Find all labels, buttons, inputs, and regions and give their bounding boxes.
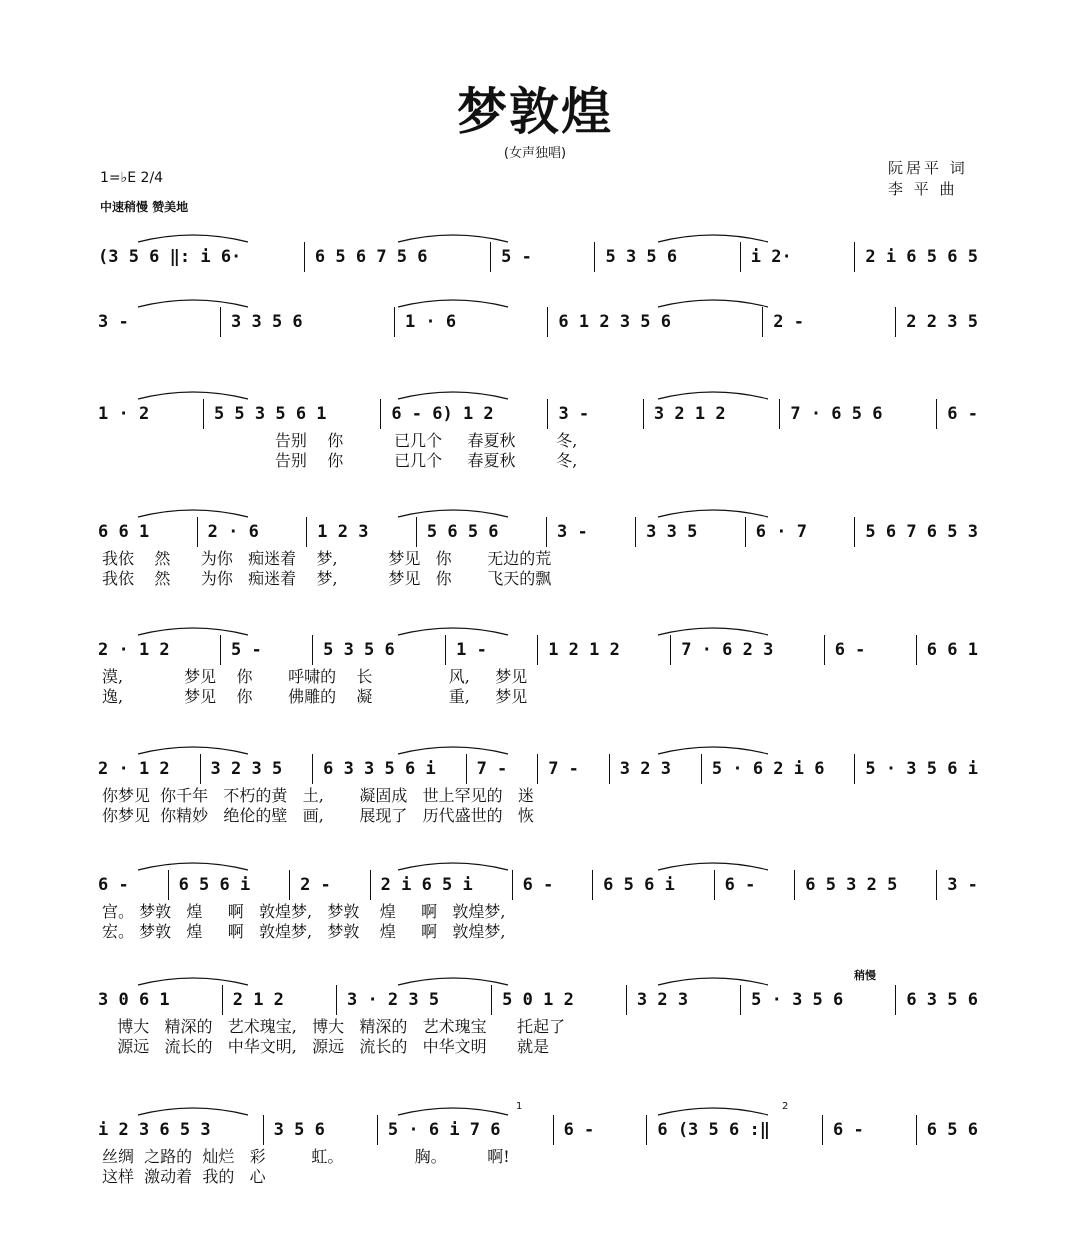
measure: 5 0 1 2 [481,985,574,1015]
measure: 5 3 5 6 [584,242,677,272]
measure: 3 - [537,399,589,429]
measure: 5 6 5 6 [406,517,499,547]
notation-line [98,305,978,339]
measure: 1 - [435,635,487,665]
score-system [98,240,978,274]
measure: i 2 3 6 5 3 [98,1120,211,1140]
lyric-line-v2: 你梦见 你精妙 绝伦的壁 画, 展现了 历代盛世的 恢 [102,806,534,825]
measure: 2 i 6 5 6 5 [844,242,978,272]
measure: 7 · 6 5 6 [769,399,882,429]
measure: 2 i 6 5 i [360,870,473,900]
score-system [98,305,978,339]
measure: 2 - [752,307,804,337]
measure: 6 5 6 [906,1115,978,1145]
measure: 3 0 6 1 [98,990,170,1010]
measure: 2 1 2 [212,985,284,1015]
notation-line [98,868,978,902]
composer: 李 平 曲 [888,180,958,198]
measure: 6 3 3 5 6 i [302,754,436,784]
measure: 2 · 6 [187,517,259,547]
tempo-marking: 中速稍慢 赞美地 [100,200,189,214]
lyric-line-v1: 博大 精深的 艺术瑰宝, 博大 精深的 艺术瑰宝 托起了 [102,1017,566,1036]
measure: i 2· [730,242,792,272]
measure: 3 - [98,312,129,332]
lyric-line-v2: 逸, 梦见 你 佛雕的 凝 重, 梦见 [102,687,528,706]
measure: 6 - [98,875,129,895]
measure: 3 2 1 2 [633,399,726,429]
measure: 3 2 3 [599,754,671,784]
measure: 6 - [926,399,978,429]
credits [888,158,968,200]
measure: 6 - [502,870,554,900]
measure: 6 - [814,635,866,665]
score-system [98,752,978,826]
measure: 2 2 3 5 [885,307,978,337]
volta-2: 2 [782,1101,789,1112]
notation-line [98,397,978,431]
measure: 5 · 6 2 i 6 [691,754,825,784]
notation-line [98,515,978,549]
song-title: 梦敦煌 [457,83,613,141]
measure: 5 · 3 5 6 [730,985,843,1015]
notation-line [98,633,978,667]
measure: 7 - [456,754,508,784]
measure: 5 5 3 5 6 1 [193,399,327,429]
measure: 6 5 3 2 5 [784,870,897,900]
lyricist: 阮居平 词 [888,159,968,177]
measure: 6 - [704,870,756,900]
measure: 6 5 6 7 5 6 [294,242,428,272]
lyric-line-v1: 告别 你 已几个 春夏秋 冬, [102,431,578,450]
lyric-line-v2: 告别 你 已几个 春夏秋 冬, [102,451,578,470]
measure: 3 2 3 [616,985,688,1015]
measure: 1 2 1 2 [527,635,620,665]
lyric-line-v1: 丝绸 之路的 灿烂 彩 虹。 胸。 啊! [102,1147,510,1166]
measure: 3 - [536,517,588,547]
notation-line [98,983,978,1017]
measure: 6 - [543,1115,595,1145]
lyric-line-v2: 我依 然 为你 痴迷着 梦, 梦见 你 飞天的飘 [102,569,552,588]
measure: 6 6 1 [98,522,150,542]
tempo-change-mark: 稍慢 [854,969,876,982]
measure: 1 · 2 [98,404,150,424]
lyric-line-v1: 宫。 梦敦 煌 啊 敦煌梦, 梦敦 煌 啊 敦煌梦, [102,902,506,921]
lyric-line-v2: 宏。 梦敦 煌 啊 敦煌梦, 梦敦 煌 啊 敦煌梦, [102,922,506,941]
notation-line [98,752,978,786]
measure: 7 · 6 2 3 [660,635,773,665]
measure: 7 - [527,754,579,784]
volta-1: 1 [516,1101,523,1112]
measure: 6 5 6 i [582,870,675,900]
measure: (3 5 6 ‖: i 6· [98,247,242,267]
measure: 3 5 6 [253,1115,325,1145]
measure: 3 2 3 5 [190,754,283,784]
measure: 6 1 2 3 5 6 [537,307,671,337]
subtitle: (女声独唱) [503,146,567,161]
score-system [98,515,978,589]
score-system [98,1101,978,1187]
measure: 6 3 5 6 [885,985,978,1015]
score-system [98,633,978,707]
measure: 6 - 6) 1 2 [370,399,493,429]
measure: 6 - [812,1115,864,1145]
measure: 2 - [279,870,331,900]
score-system [98,397,978,471]
lyric-line-v2: 源远 流长的 中华文明, 源远 流长的 中华文明 就是 [102,1037,550,1056]
measure: 5 3 5 6 [302,635,395,665]
measure: 5 · 6 i 7 6 [367,1115,501,1145]
measure: 3 3 5 [625,517,697,547]
measure: 3 - [926,870,978,900]
notation-line [98,240,978,274]
measure: 5 6 7 6 5 3 [844,517,978,547]
measure: 5 - [480,242,532,272]
measure: 5 - [210,635,262,665]
key-signature: 1=♭E 2/4 [100,170,164,186]
score-system [98,969,978,1057]
measure: 5 · 3 5 6 i [844,754,978,784]
measure: 6 6 1 [906,635,978,665]
notation-line [98,1113,978,1147]
measure: 3 3 5 6 [210,307,303,337]
measure: 6 5 6 i [158,870,251,900]
lyric-line-v1: 我依 然 为你 痴迷着 梦, 梦见 你 无边的荒 [102,549,552,568]
score-system [98,868,978,942]
measure: 1 · 6 [384,307,456,337]
measure: 3 · 2 3 5 [326,985,439,1015]
measure: 2 · 1 2 [98,759,170,779]
lyric-line-v1: 你梦见 你千年 不朽的黄 土, 凝固成 世上罕见的 迷 [102,786,534,805]
lyric-line-v2: 这样 激动着 我的 心 [102,1167,266,1186]
measure: 6 · 7 [735,517,807,547]
measure: 2 · 1 2 [98,640,170,660]
measure: 6 (3 5 6 :‖ [636,1115,770,1145]
lyric-line-v1: 漠, 梦见 你 呼啸的 长 风, 梦见 [102,667,528,686]
measure: 1 2 3 [296,517,368,547]
